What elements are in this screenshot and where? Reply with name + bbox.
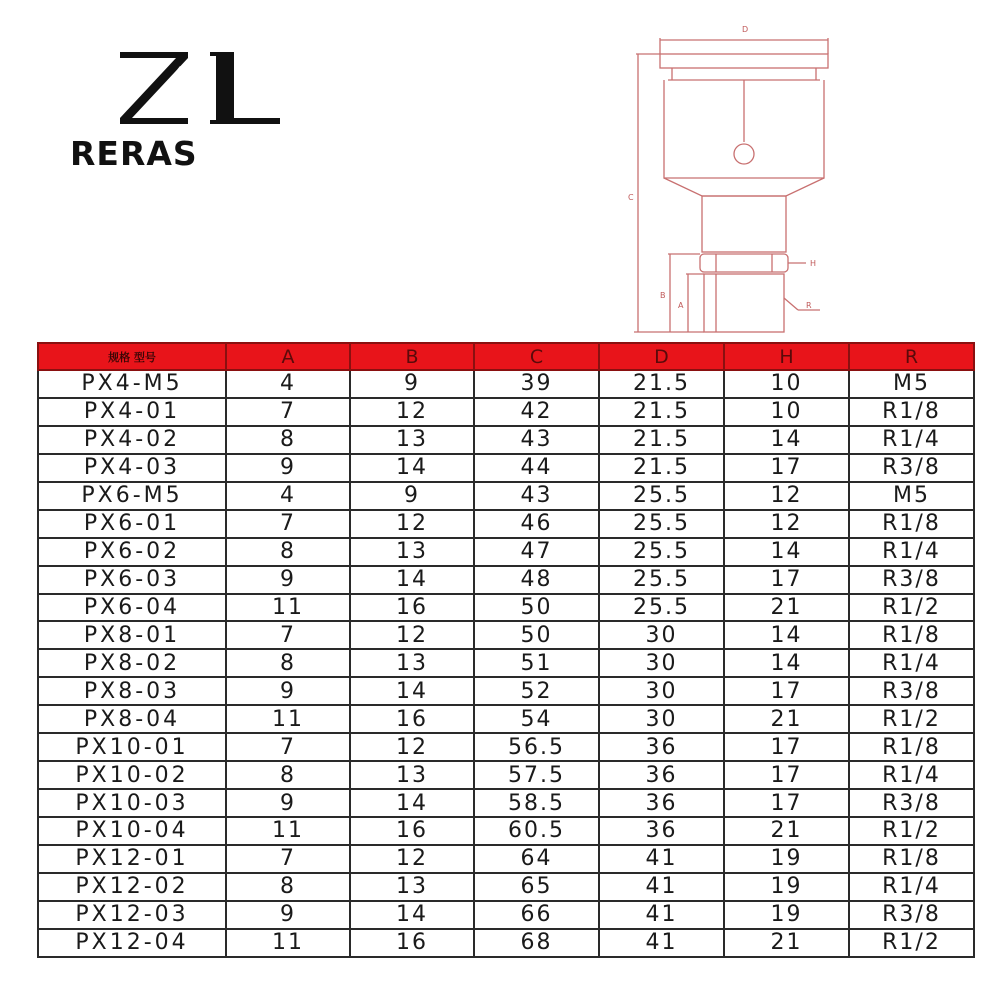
cell-r: R1/8 (849, 845, 974, 873)
cell-r: R1/2 (849, 594, 974, 622)
cell-h: 14 (724, 621, 849, 649)
cell-model: PX10-02 (38, 761, 226, 789)
cell-c: 48 (474, 566, 599, 594)
cell-a: 7 (226, 733, 350, 761)
cell-h: 17 (724, 677, 849, 705)
table-row (38, 621, 974, 649)
cell-h: 12 (724, 510, 849, 538)
cell-r: R1/8 (849, 510, 974, 538)
cell-b: 12 (350, 845, 474, 873)
cell-b: 9 (350, 482, 474, 510)
fitting-technical-drawing (612, 10, 832, 340)
cell-a: 8 (226, 538, 350, 566)
cell-model: PX12-04 (38, 929, 226, 957)
cell-model: PX8-02 (38, 649, 226, 677)
table-row (38, 929, 974, 957)
cell-h: 17 (724, 789, 849, 817)
cell-d: 21.5 (599, 370, 724, 398)
cell-a: 7 (226, 621, 350, 649)
label-c: C (628, 193, 634, 202)
cell-model: PX4-M5 (38, 370, 226, 398)
cell-r: R1/2 (849, 929, 974, 957)
label-h: H (810, 259, 817, 268)
cell-model: PX8-04 (38, 705, 226, 733)
cell-c: 56.5 (474, 733, 599, 761)
cell-r: R3/8 (849, 789, 974, 817)
cell-a: 8 (226, 761, 350, 789)
cell-model: PX10-01 (38, 733, 226, 761)
cell-b: 14 (350, 789, 474, 817)
cell-model: PX4-02 (38, 426, 226, 454)
cell-d: 25.5 (599, 594, 724, 622)
table-row (38, 901, 974, 929)
cell-d: 21.5 (599, 426, 724, 454)
cell-a: 4 (226, 482, 350, 510)
label-r: R (806, 301, 812, 310)
cell-model: PX10-03 (38, 789, 226, 817)
cell-d: 21.5 (599, 454, 724, 482)
cell-h: 10 (724, 398, 849, 426)
cell-h: 14 (724, 426, 849, 454)
cell-r: R1/4 (849, 538, 974, 566)
cell-model: PX6-02 (38, 538, 226, 566)
cell-a: 11 (226, 594, 350, 622)
cell-a: 9 (226, 677, 350, 705)
cell-d: 36 (599, 761, 724, 789)
cell-d: 30 (599, 621, 724, 649)
cell-model: PX4-01 (38, 398, 226, 426)
cell-d: 21.5 (599, 398, 724, 426)
cell-d: 25.5 (599, 482, 724, 510)
cell-r: R1/4 (849, 873, 974, 901)
cell-h: 21 (724, 594, 849, 622)
table-row (38, 398, 974, 426)
cell-b: 16 (350, 817, 474, 845)
cell-c: 43 (474, 426, 599, 454)
cell-c: 64 (474, 845, 599, 873)
cell-model: PX6-01 (38, 510, 226, 538)
cell-d: 36 (599, 817, 724, 845)
brand-name: RERAS (70, 134, 198, 173)
cell-h: 17 (724, 733, 849, 761)
cell-a: 7 (226, 510, 350, 538)
cell-b: 9 (350, 370, 474, 398)
cell-a: 8 (226, 426, 350, 454)
cell-a: 9 (226, 901, 350, 929)
header-a: A (226, 343, 350, 370)
cell-r: R1/2 (849, 705, 974, 733)
table-row (38, 789, 974, 817)
label-b: B (660, 291, 666, 300)
cell-a: 7 (226, 845, 350, 873)
cell-a: 7 (226, 398, 350, 426)
label-a: A (678, 301, 684, 310)
cell-b: 16 (350, 594, 474, 622)
table-row (38, 510, 974, 538)
cell-b: 12 (350, 733, 474, 761)
cell-a: 11 (226, 929, 350, 957)
cell-h: 14 (724, 649, 849, 677)
cell-b: 16 (350, 929, 474, 957)
cell-h: 19 (724, 873, 849, 901)
cell-model: PX12-01 (38, 845, 226, 873)
cell-h: 12 (724, 482, 849, 510)
cell-a: 11 (226, 705, 350, 733)
table-row (38, 454, 974, 482)
cell-c: 42 (474, 398, 599, 426)
cell-c: 46 (474, 510, 599, 538)
cell-d: 25.5 (599, 566, 724, 594)
cell-model: PX4-03 (38, 454, 226, 482)
cell-r: M5 (849, 482, 974, 510)
cell-r: R1/4 (849, 426, 974, 454)
cell-c: 58.5 (474, 789, 599, 817)
cell-b: 14 (350, 901, 474, 929)
table-row (38, 426, 974, 454)
spec-table (37, 342, 975, 958)
header-r: R (849, 343, 974, 370)
table-row (38, 705, 974, 733)
cell-c: 60.5 (474, 817, 599, 845)
cell-b: 12 (350, 621, 474, 649)
fitting-taper (664, 178, 824, 196)
cell-r: R3/8 (849, 901, 974, 929)
cell-c: 68 (474, 929, 599, 957)
cell-r: R1/8 (849, 733, 974, 761)
cell-h: 10 (724, 370, 849, 398)
cell-d: 25.5 (599, 510, 724, 538)
cell-c: 66 (474, 901, 599, 929)
cell-h: 21 (724, 929, 849, 957)
cell-d: 36 (599, 733, 724, 761)
cell-d: 36 (599, 789, 724, 817)
table-row (38, 677, 974, 705)
table-row (38, 845, 974, 873)
cell-model: PX6-04 (38, 594, 226, 622)
table-row (38, 538, 974, 566)
cell-r: R1/4 (849, 761, 974, 789)
cell-d: 30 (599, 705, 724, 733)
cell-c: 65 (474, 873, 599, 901)
fitting-neck (702, 196, 786, 252)
cell-b: 14 (350, 677, 474, 705)
cell-b: 13 (350, 761, 474, 789)
cell-r: R1/8 (849, 398, 974, 426)
cell-c: 47 (474, 538, 599, 566)
table-header-row (38, 343, 974, 370)
cell-r: R1/2 (849, 817, 974, 845)
cell-b: 14 (350, 566, 474, 594)
cell-c: 50 (474, 594, 599, 622)
cell-a: 11 (226, 817, 350, 845)
logo-l-shape (210, 52, 280, 124)
cell-model: PX12-02 (38, 873, 226, 901)
cell-c: 43 (474, 482, 599, 510)
cell-model: PX8-01 (38, 621, 226, 649)
table-row (38, 733, 974, 761)
cell-b: 12 (350, 510, 474, 538)
cell-r: R1/8 (849, 621, 974, 649)
cell-c: 51 (474, 649, 599, 677)
cell-c: 57.5 (474, 761, 599, 789)
cell-c: 39 (474, 370, 599, 398)
cell-d: 30 (599, 677, 724, 705)
cell-r: R3/8 (849, 454, 974, 482)
table-row (38, 566, 974, 594)
cell-a: 9 (226, 454, 350, 482)
header-d: D (599, 343, 724, 370)
cell-h: 14 (724, 538, 849, 566)
cell-r: R3/8 (849, 566, 974, 594)
cell-model: PX12-03 (38, 901, 226, 929)
label-d: D (742, 25, 749, 34)
cell-d: 25.5 (599, 538, 724, 566)
fitting-body-hole (734, 144, 754, 164)
cell-r: R3/8 (849, 677, 974, 705)
cell-b: 14 (350, 454, 474, 482)
cell-h: 21 (724, 705, 849, 733)
header-c: C (474, 343, 599, 370)
table-row (38, 761, 974, 789)
cell-h: 21 (724, 817, 849, 845)
cell-r: M5 (849, 370, 974, 398)
logo-z-shape (120, 52, 188, 124)
dim-r-leader (784, 298, 798, 310)
cell-d: 30 (599, 649, 724, 677)
brand-logo (70, 40, 300, 180)
cell-a: 9 (226, 566, 350, 594)
table-row (38, 873, 974, 901)
cell-c: 52 (474, 677, 599, 705)
cell-model: PX6-M5 (38, 482, 226, 510)
fitting-top-cap (660, 54, 828, 68)
table-row (38, 370, 974, 398)
cell-r: R1/4 (849, 649, 974, 677)
cell-h: 19 (724, 845, 849, 873)
cell-b: 13 (350, 538, 474, 566)
cell-d: 41 (599, 873, 724, 901)
cell-model: PX8-03 (38, 677, 226, 705)
header-h: H (724, 343, 849, 370)
cell-h: 17 (724, 566, 849, 594)
cell-d: 41 (599, 901, 724, 929)
fitting-hex-nut (700, 254, 788, 272)
table-row (38, 817, 974, 845)
cell-h: 17 (724, 454, 849, 482)
cell-a: 8 (226, 649, 350, 677)
cell-b: 12 (350, 398, 474, 426)
cell-b: 13 (350, 426, 474, 454)
header-model: 规格 型号 (38, 343, 226, 370)
cell-c: 44 (474, 454, 599, 482)
cell-b: 13 (350, 873, 474, 901)
header-b: B (350, 343, 474, 370)
table-row (38, 594, 974, 622)
cell-h: 19 (724, 901, 849, 929)
cell-a: 4 (226, 370, 350, 398)
cell-a: 8 (226, 873, 350, 901)
cell-a: 9 (226, 789, 350, 817)
cell-c: 54 (474, 705, 599, 733)
zl-logo-mark (118, 48, 288, 128)
table-row (38, 482, 974, 510)
cell-model: PX6-03 (38, 566, 226, 594)
cell-d: 41 (599, 845, 724, 873)
cell-h: 17 (724, 761, 849, 789)
cell-b: 13 (350, 649, 474, 677)
cell-c: 50 (474, 621, 599, 649)
cell-b: 16 (350, 705, 474, 733)
cell-model: PX10-04 (38, 817, 226, 845)
cell-d: 41 (599, 929, 724, 957)
table-row (38, 649, 974, 677)
